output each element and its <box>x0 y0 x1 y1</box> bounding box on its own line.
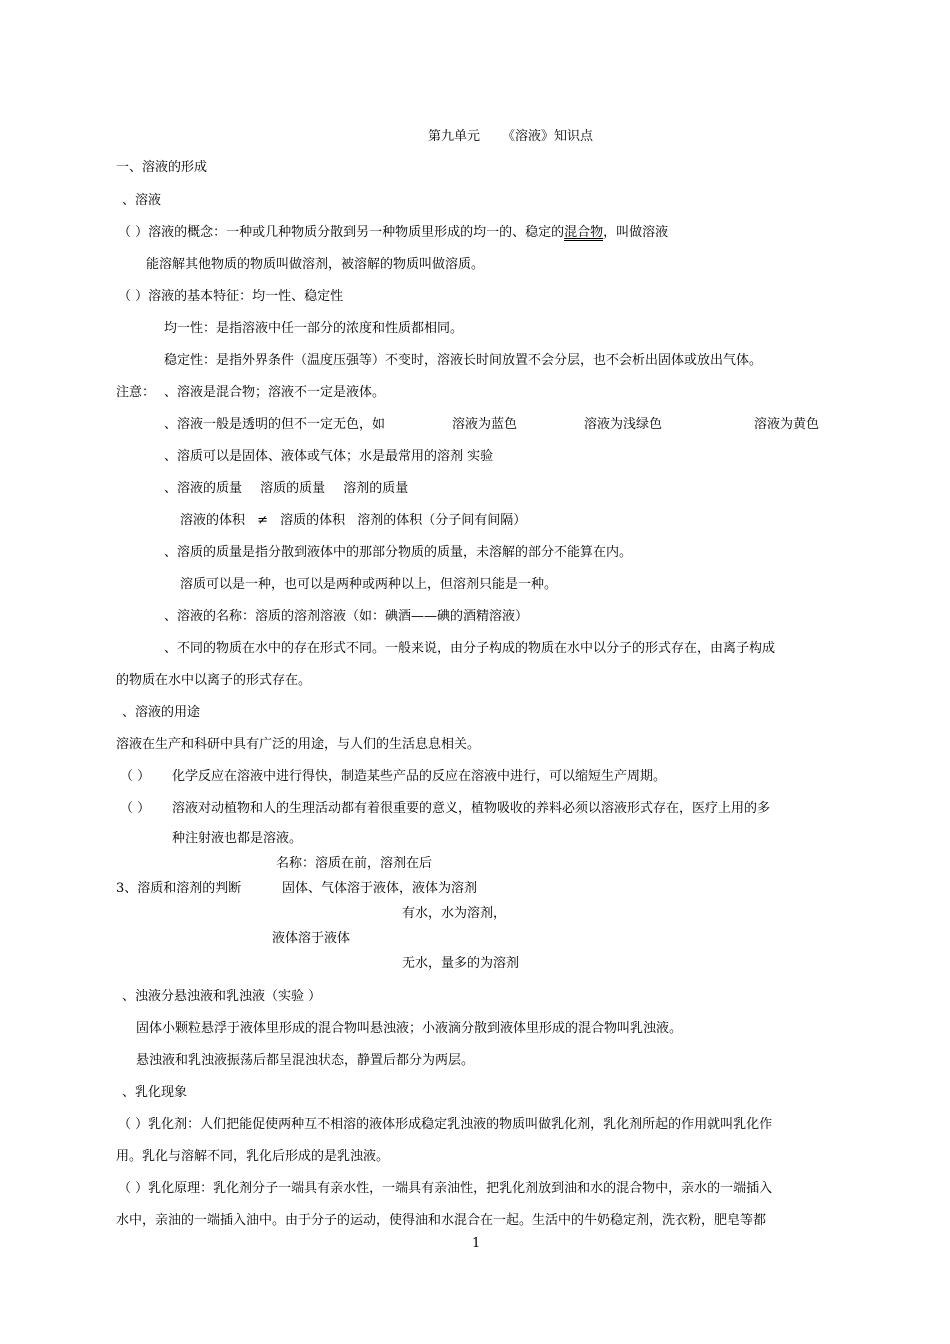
emulsifier-def: （ ）乳化剂：人们把能促使两种互不相溶的液体形成稳定乳浊液的物质叫做乳化剂，乳化剂所起的作用就叫乳化作 <box>118 1117 773 1132</box>
judge-rule-1: 固体、气体溶于液体，液体为溶剂 <box>282 881 478 896</box>
note-7: 、不同的物质在水中的存在形式不同。一般来说，由分子构成的物质在水中以分子的形式存在，由离子构成 <box>164 641 776 656</box>
concept-end: ，叫做溶液 <box>603 225 669 240</box>
para-stable: 稳定性：是指外界条件（温度压强等）不变时，溶液长时间放置不会分层，也不会析出固体或放出气体。 <box>164 353 763 368</box>
underlined-term: 混合物 <box>564 225 604 240</box>
uses-2: 溶液对动植物和人的生理活动都有着很重要的意义，植物吸收的养料必须以溶液形式存在，医疗上用的多 <box>172 801 771 816</box>
note-label: 注意： <box>116 385 156 400</box>
heading-1: 一、溶液的形成 <box>116 160 208 175</box>
uses-1: 化学反应在溶液中进行得快，制造某些产品的反应在溶液中进行，可以缩短生产周期。 <box>172 769 667 784</box>
judge-rule-water: 有水，水为溶剂， <box>402 906 507 921</box>
section-turbid: 、浊液分悬浊液和乳浊液（实验 ） <box>122 989 322 1004</box>
section-uses: 、溶液的用途 <box>122 705 201 720</box>
emulsify-principle-b: 水中，亲油的一端插入油中。由于分子的运动，使得油和水混合在一起。生活中的牛奶稳定剂，洗衣粉，肥皂等都 <box>116 1213 767 1228</box>
emulsifier-def-b: 用。乳化与溶解不同，乳化后形成的是乳浊液。 <box>116 1149 390 1164</box>
uses-2-b: 种注射液也都是溶液。 <box>172 831 303 846</box>
turbid-def: 固体小颗粒悬浮于液体里形成的混合物叫悬浊液；小液滴分散到液体里形成的混合物叫乳浊液。 <box>136 1021 683 1036</box>
uses-intro: 溶液在生产和科研中具有广泛的用途，与人们的生活息息相关。 <box>116 737 481 752</box>
note-2: 、溶液一般是透明的但不一定无色，如 <box>164 417 386 432</box>
para-concept <box>118 225 668 241</box>
note-6: 、溶液的名称：溶质的溶剂溶液（如：碘酒——碘的酒精溶液） <box>164 609 529 624</box>
page-title <box>428 129 593 145</box>
note-4-volume: 溶液的体积 ≠ 溶质的体积 溶剂的体积（分子间有间隔） <box>180 513 527 528</box>
para-solvent: 能溶解其他物质的物质叫做溶剂，被溶解的物质叫做溶质。 <box>146 257 485 272</box>
judge-rule-nowater: 无水，量多的为溶剂 <box>402 956 520 971</box>
judge-name: 名称：溶质在前，溶剂在后 <box>276 856 433 871</box>
note-1: 、溶液是混合物；溶液不一定是液体。 <box>164 385 386 400</box>
note-2-blue: 溶液为蓝色 <box>452 417 518 432</box>
section-solution: 、溶液 <box>122 193 162 208</box>
note-2-yellow: 溶液为黄色 <box>754 417 820 432</box>
title-topic: 《溶液》知识点 <box>502 129 594 144</box>
section-emulsify: 、乳化现象 <box>122 1085 188 1100</box>
page-number: 1 <box>472 1236 481 1251</box>
emulsify-principle: （ ）乳化原理：乳化剂分子一端具有亲水性，一端具有亲油性，把乳化剂放到油和水的混合物中，亲水的一端插入 <box>118 1181 773 1196</box>
uses-2-marker: （ ） <box>120 801 151 816</box>
judge-heading: 3、溶质和溶剂的判断 <box>116 881 242 896</box>
note-5-b: 溶质可以是一种，也可以是两种或两种以上，但溶剂只能是一种。 <box>180 577 558 592</box>
turbid-note: 悬浊液和乳浊液振荡后都呈混浊状态，静置后都分为两层。 <box>136 1053 475 1068</box>
uses-1-marker: （ ） <box>120 769 151 784</box>
note-4: 、溶液的质量 溶质的质量 溶剂的质量 <box>164 481 409 496</box>
para-features: （ ）溶液的基本特征：均一性、稳定性 <box>118 289 344 304</box>
concept-text: （ ）溶液的概念：一种或几种物质分散到另一种物质里形成的均一的、稳定的 <box>118 225 565 240</box>
note-7-b: 的物质在水中以离子的形式存在。 <box>116 673 312 688</box>
note-3: 、溶质可以是固体、液体或气体；水是最常用的溶剂 实验 <box>164 449 494 464</box>
title-unit: 第九单元 <box>428 129 481 144</box>
judge-liquid: 液体溶于液体 <box>272 931 351 946</box>
note-2-green: 溶液为浅绿色 <box>584 417 663 432</box>
para-uniform: 均一性：是指溶液中任一部分的浓度和性质都相同。 <box>164 321 464 336</box>
note-5: 、溶质的质量是指分散到液体中的那部分物质的质量，未溶解的部分不能算在内。 <box>164 545 633 560</box>
